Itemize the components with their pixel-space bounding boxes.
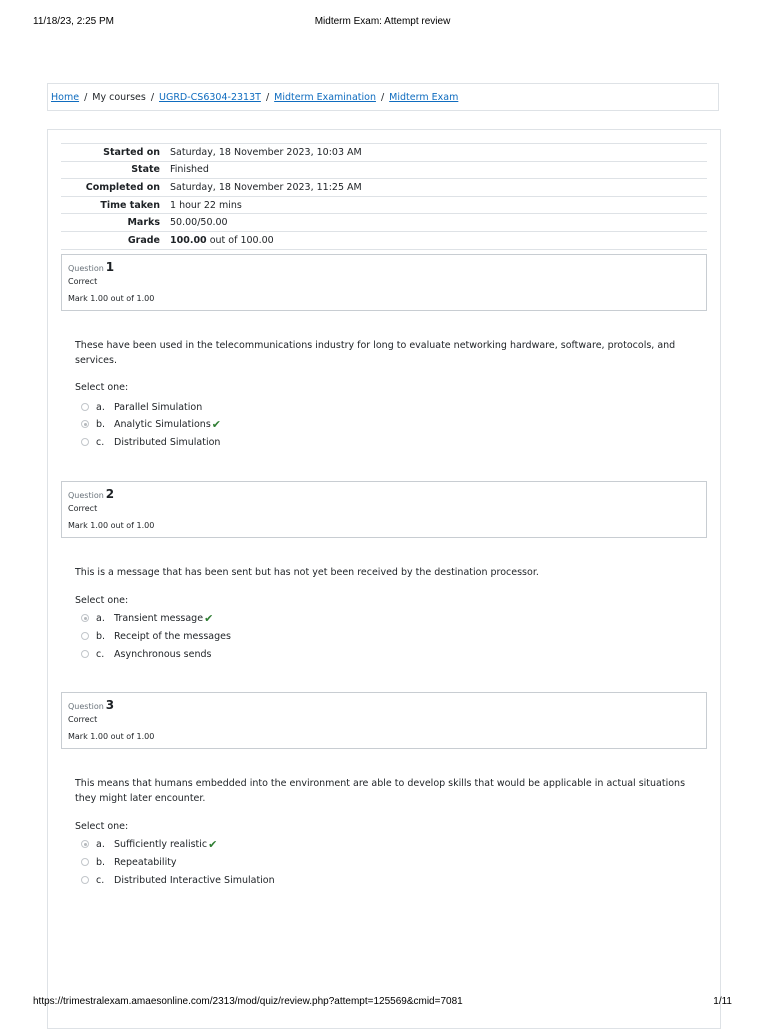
option-letter: b. (96, 418, 106, 430)
answer-option[interactable] (81, 873, 275, 887)
grade-out-of: out of 100.00 (206, 234, 274, 246)
radio-button-checked[interactable] (81, 420, 89, 428)
question-label: Question (68, 491, 104, 500)
breadcrumb-separator: / (150, 91, 155, 103)
summary-row (61, 179, 707, 197)
breadcrumb-separator: / (265, 91, 270, 103)
print-datetime: 11/18/23, 2:25 PM (33, 16, 114, 27)
summary-value: Saturday, 18 November 2023, 10:03 AM (170, 144, 707, 162)
summary-value (170, 231, 707, 249)
breadcrumb-quiz[interactable]: Midterm Exam (389, 91, 459, 103)
answer-option[interactable] (81, 400, 202, 414)
radio-button[interactable] (81, 438, 89, 446)
answer-option[interactable] (81, 647, 211, 661)
print-url: https://trimestralexam.amaesonline.com/2313/mod/quiz/review.php?attempt=125569&cmid=7081 (33, 996, 463, 1007)
answer-option-selected[interactable] (81, 417, 221, 431)
select-one-prompt: Select one: (75, 595, 129, 606)
option-letter: c. (96, 436, 105, 448)
check-icon: ✔ (208, 837, 218, 851)
question-number (68, 698, 700, 712)
option-text: Analytic Simulations (114, 418, 211, 430)
check-icon: ✔ (204, 611, 214, 625)
question-state: Correct (68, 504, 98, 513)
summary-label: Grade (61, 231, 170, 249)
option-text: Transient message (114, 612, 204, 624)
option-letter: c. (96, 648, 105, 660)
option-text: Distributed Interactive Simulation (114, 874, 275, 886)
question-number (68, 260, 700, 274)
question-number-value: 1 (105, 260, 115, 274)
radio-button[interactable] (81, 650, 89, 658)
summary-value: Saturday, 18 November 2023, 11:25 AM (170, 179, 707, 197)
breadcrumb-separator: / (84, 91, 88, 103)
question-number (68, 487, 700, 501)
print-header (33, 16, 732, 30)
grade-value: 100.00 (170, 234, 207, 246)
attempt-summary-table (61, 143, 707, 250)
breadcrumb-separator: / (380, 91, 385, 103)
answer-option[interactable] (81, 435, 220, 449)
breadcrumb-home[interactable]: Home (51, 91, 80, 103)
answer-option[interactable] (81, 855, 177, 869)
question-info-box (61, 254, 707, 311)
summary-label: Time taken (61, 196, 170, 214)
summary-label: Started on (61, 144, 170, 162)
question-text: This is a message that has been sent but has not yet been received by the destination processor. (75, 567, 539, 578)
question-state: Correct (68, 277, 98, 286)
select-one-prompt: Select one: (75, 382, 129, 393)
breadcrumb-course[interactable]: UGRD-CS6304-2313T (159, 91, 261, 103)
radio-button[interactable] (81, 632, 89, 640)
breadcrumb-my-courses: My courses (92, 91, 146, 103)
question-mark: Mark 1.00 out of 1.00 (68, 732, 155, 741)
option-text: Sufficiently realistic (114, 838, 208, 850)
check-icon: ✔ (211, 417, 221, 431)
question-text: This means that humans embedded into the environment are able to develop skills that would be applicable in actual situations they might later encounter. (75, 778, 686, 804)
question-info-box (61, 481, 707, 538)
summary-value: 1 hour 22 mins (170, 196, 707, 214)
summary-label: Marks (61, 214, 170, 232)
print-title: Midterm Exam: Attempt review (314, 16, 451, 27)
print-footer (33, 996, 732, 1010)
print-page-number: 1/11 (713, 996, 732, 1007)
summary-label: Completed on (61, 179, 170, 197)
summary-row (61, 214, 707, 232)
summary-row (61, 161, 707, 179)
option-letter: b. (96, 856, 106, 868)
option-letter: c. (96, 874, 105, 886)
summary-row (61, 231, 707, 249)
question-number-value: 3 (105, 698, 115, 712)
radio-button-checked[interactable] (81, 614, 89, 622)
option-letter: a. (96, 838, 105, 850)
summary-row (61, 144, 707, 162)
option-text: Repeatability (114, 856, 177, 868)
option-text: Parallel Simulation (114, 401, 203, 413)
radio-button-checked[interactable] (81, 840, 89, 848)
question-info-box (61, 692, 707, 749)
option-letter: b. (96, 630, 106, 642)
radio-button[interactable] (81, 876, 89, 884)
question-state: Correct (68, 715, 98, 724)
question-label: Question (68, 702, 104, 711)
question-number-value: 2 (105, 487, 115, 501)
summary-row (61, 196, 707, 214)
radio-button[interactable] (81, 858, 89, 866)
option-letter: a. (96, 612, 105, 624)
radio-button[interactable] (81, 403, 89, 411)
answer-option-selected[interactable] (81, 837, 217, 851)
breadcrumb-section[interactable]: Midterm Examination (274, 91, 376, 103)
option-text: Asynchronous sends (114, 648, 212, 660)
question-mark: Mark 1.00 out of 1.00 (68, 521, 155, 530)
question-text: These have been used in the telecommunications industry for long to evaluate networking hardware, software, protocols, and services. (75, 340, 676, 366)
answer-option[interactable] (81, 629, 231, 643)
question-label: Question (68, 264, 104, 273)
summary-label: State (61, 161, 170, 179)
summary-value: 50.00/50.00 (170, 214, 707, 232)
option-text: Receipt of the messages (114, 630, 231, 642)
breadcrumb (47, 83, 719, 111)
select-one-prompt: Select one: (75, 821, 129, 832)
summary-value: Finished (170, 161, 707, 179)
question-mark: Mark 1.00 out of 1.00 (68, 294, 155, 303)
option-letter: a. (96, 401, 105, 413)
answer-option-selected[interactable] (81, 611, 213, 625)
option-text: Distributed Simulation (114, 436, 221, 448)
